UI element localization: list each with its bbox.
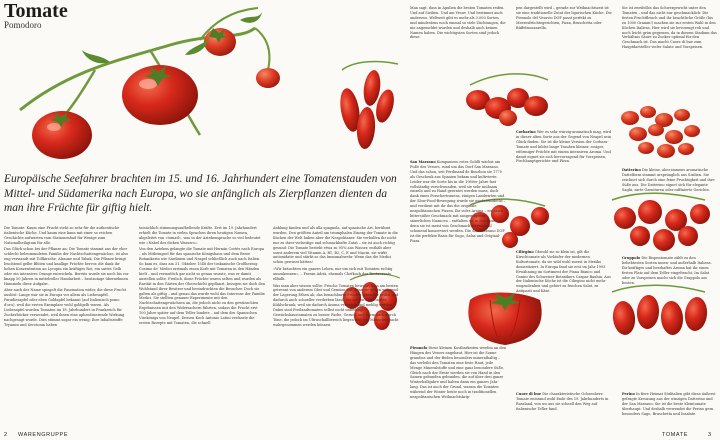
caption-grappolo <box>622 256 718 292</box>
caption-text: Kompaniero rotes Goldli wächst am Fuße des Vesuvs, rund um das Dorf San Marzano. Und das schon, seit Ferdinand de Bourbon sie 1770 als Geschenk aus Spanien bekam und kultivierte. Leider war die Sorte bis in die 1980er Jahre fast vollständig verschwunden, weil sie sehr mühsam einzeln und zu Hand geerntet werden muss, doch dank eines Forschertrauens, einigen Landwirten und der Slow-Food-Bewegung wurde sie wiederentdeckt – und verdient mit ihr das die originale neapolitanischen Pizzen. Ihr voles Aroma – ein stark bittersüßer Geschmack mit ausgewogener säuerlichen Nuancen – entfalten sie in der Dose, denn sie ist meist von Geschmack Warvorhaal schonend konserviert werden. Die San Marzano DOP ist die perfekte Basis für Sugo, Salsa und Original-Pizza. <box>410 160 506 243</box>
caption-corbarino <box>516 130 612 190</box>
caption-text: Diese kleinen Kostbarkeiten werden an den Hängen des Vesuvs angebaut. Hier ist die Sonne grandios und der Boden besonders mineralhaltig – das verleiht den Tomaten eine feste Haut, jede Menge Mineralstoffe und eine ganz besondere Süße. Gleich nach der Ernte werden sie von Hand in den Samen gebunden gebunden, die auf über drei ganze Winterhalbjahre und halten dann ein ganzes Jahr lang. Das ist auch der Grund, warum die Tomaten während der Winter heute noch in traditionellen neapolitanischen Weihnachtskrip- <box>410 346 506 400</box>
body-paragraph: Die Tomate: Kaum eine Frucht steht so sehr für die authentische italienische Küche. Und kaum eine kann mit einer so reichen Geschichte aufwarten vom Stationenbad für Wenige zum Nationalheiligtum für alle. <box>4 226 120 245</box>
intro-column <box>410 6 506 66</box>
body-paragraph: pen dargestellt wird – gerade zur Weihnachtszeit ist sie eine traditionelle Zutat der ligurischen Küche. Die Piennolo del Vesuvio DOP passt perfekt zu Meeresfrüchtegerichten, Pizza, Bruschetta oder Büffelmozzarella. <box>516 6 612 30</box>
caption-san-marzano <box>410 160 506 272</box>
caption-title: San Marzano <box>410 160 436 164</box>
footer-right-section-label: TOMATE <box>662 432 689 438</box>
body-column-3 <box>273 226 399 428</box>
body-paragraph: Man sagt, dass in Apulien die besten Tomaten reifen. Und auf Sizilien. Und am Vesuv. Und bestimmt auch anderswo. Weltweit gibt es mehr als 3.000 Sorten und mindestens noch einmal so viele Züchtungen, die nie angemeldet wurden und deshalb auch keinen Namen haben. Die wichtigsten Sorten sind jedoch diese: <box>410 6 506 40</box>
caption-text: In fiere Heimat Süditalien gibt diese äußerst gefragte Kreuzung aus der winzigen Datterino und der San Marzano: Sie ist die beste Kleintomate überhaupt. Und deshalb verwendet die Perino gern besonders Sugo, Bruschetta und Insalate. <box>622 392 716 416</box>
continuation-column <box>516 6 612 66</box>
corbarino-image <box>466 74 548 126</box>
page-title: Tomate <box>4 0 68 22</box>
body-column-1 <box>4 226 130 428</box>
caption-title: Gruppolo <box>622 256 641 260</box>
body-paragraph: tatsächlich stimmungsaufhellende Kräfte. Erst im 19. Jahrhundert erhielt die Tomate in vielen Sprachen ihren heutigen Namen, abgeleitet von »tomatl«, was in der Aztekensprache so viel bedeutet wie »Nabel des dicken Wassers«. <box>139 226 261 245</box>
lead-paragraph: Europäische Seefahrer brachten im 15. und 16. Jahrhundert eine Tomatenstauden von Mittel- und Südamerika nach Europa, wo sie anfänglich als Zierpflanzen dienten da man ihre Früchte für giftig hielt. <box>4 173 397 214</box>
caption-title: Cuore di bue <box>516 392 542 396</box>
san-marzano-image <box>337 62 398 150</box>
caption-title: Piennolo <box>410 346 428 350</box>
footer-left-section-label: WARENGRUPPE <box>18 432 69 438</box>
body-paragraph: Von den Azteken gelangte die Tomate mit Hernán Cortés nach Europa – als Mitbringsel für das spanische Königshaus und dem Beste Botanikerin wie Sardinien und Neapel schließlich auch nach Italien. So kam es, dass am 31. Oktober 1548 der toskanische Großherzog Cosimo de' Medici erstmals einen Korb mit Tomaten in den Händen hielt – und vermutlich gar nicht so genau wusste, was er damit anstellen sollte. Freilich, diese Früchte waren selten und wurden als Rarität in den Gärten der Oberschicht gepflanzt, bezogen sie doch den Wohlstand ihrer Besitzer und beeindruckten die Besucher. Doch sie galten als giftig – und genau das wurde wohl das Interesse der Familie Medici. Sie stellten genauer Experimente mit den Nachtschattengewächsen an, die jedoch nicht zu den gewünschten Ergebnissen mit den Widersachern führten, sodass die Frucht erst 100 Jahre später auf dem Teller landete – auf dem des Spanischen Vizekönigs von Neapel. Dessen Koch Antonio Latini verfasste die ersten Rezepte mit Tomaten, die schnell <box>139 247 265 326</box>
caption-title: Ciliegino <box>516 250 534 254</box>
caption-datterino <box>622 168 718 198</box>
body-paragraph: Anklang fanden und als alla spagnola, auf spanische Art, berühmt wurden. Den größten Anteil am triumphalen Einzug der Tomate in die Küchen der Welt haben aber die Neapolitaner. Sie verhalfen ihr nicht nur zu ihrer vielseitige und schmackhafte Zutat – sie ist auch richtig gesund: Die Tomate besteht etwa zu 95% aus Wasser, enthält aber sonst anderem viel Vitamin A, B1, B2, C, E und Niacin, sie wirkt antioxidativ und stärkt so das Immunabwehr. Wenn das die Medici schon gewusst hätten! <box>273 226 398 265</box>
caption-title: Corbarino <box>516 130 536 134</box>
caption-perino <box>622 392 718 428</box>
page-subtitle: Pomodoro <box>4 20 42 30</box>
caption-title: Perino <box>622 392 635 396</box>
caption-piennolo <box>410 346 506 428</box>
body-paragraph: »Wir bräuchten ein ganzes Leben, nur um sich mit Tomaten richtig auszukennen«, – Ferran Adrià, ehemals Chefkoch des Restaurants elBulli. <box>273 267 393 281</box>
body-paragraph: Aber auch der Name spiegelt die Faszination wider, die diese Frucht auslöst: Lange war sie in Europa vor allem als Liebesapfel, Paradiesapfel oder eben Goldapfel bekannt (auf Italienisch pomo d'oro), weil die ersten Exemplare wohl goldgelb waren. Als Liebesapfel wurden Tomaten im 18. Jahrhundert in Frankreich für Zuckerbäcker verwendet, weil ihnen eine aphrodisierende Wirkung nachgesagt wurde. Dies stimmt sogar ein wenig: Ihre Inhaltsstoffe Tryamin und Serotonin haben <box>4 288 127 327</box>
hero-tomato-vine-image <box>20 8 280 159</box>
footer-right-page-number: 3 <box>708 432 712 438</box>
caption-ciliegino <box>516 250 612 310</box>
caption-text: Die kleine, aber immens aromatische Dattelform stammt ursprünglich aus Sizilien. Sie zeichnet sich durch eine feine Fruchtigkeit und ihre Süße aus. Die Datterino eignet sich für elegante Saghi, zarte Garnituren oder raffinierte Gerichte. <box>622 168 715 192</box>
footer-left-page-number: 2 <box>4 432 8 438</box>
caption-title: Datterino <box>622 168 641 172</box>
datterino-image <box>621 106 700 158</box>
caption-text: Obwohl sie so klein ist, gilt die Kirschtomate als Vorläufer der modernen Kulturtomate, da sie wild wohl zuerst in Mexiko domestiziert. In Europa fand sie erst im Jahr 1993 Erwähnung im Sortiment der Pinna Bianco und Gonini des Schweizer Botanikers Caspar Bauhin. Aus der Italienische Küche ist die Ciliegino nicht mehr wegzudenken und gehört zu frischen Salat, zu Antipasti und Käse. <box>516 250 611 294</box>
body-paragraph: Sie ist zweifellos das Schwergewicht unter den Tomaten – und das nicht nur geschmacklich: Die festen Fruchtfleisch und ihr beachtliche Größe (bis zu 1000 Gramm!) machen sie zur ersten Wahl in den Küchen Italiens. Hier wird sie bevorzugt roh und noch leicht grün gegessen, da in diesem Stadium das Verhältnis Säure zu Zucker optimal für den Geschmack ist. Das macht Cuore di bue zum Hauptdarsteller vieler Salate und Vorspeisen. <box>622 6 717 50</box>
body-paragraph: Das Glück schon bei der Pflanze an: Die Tomate stammt aus der eher schlecht beleumundeten Familie der Nachtschattengewächse, ist also eng verwandt mit Tollkirsche, Alraune und Tabak. Die Pflanze bringt leuchtend gelbe Blüten und knallige Früchte hervor, die dank ihr hohen Konzentration an Lycopin ein kräftiges Rot, ein sattes Gelb oder ein intensives Orange entwickeln. Bereits wurde sie noch bis vor knapp 50 Jahren in mittelroller Handarbeit – heutzutage übernehmen Hummeln diese Aufgabe. <box>4 247 129 286</box>
caption-cuore-di-bue <box>516 392 612 428</box>
caption-text: Die charakteristische Ochsenherz-Tomate entstand wohl Ende des 19. Jahrhunderts in Russland, von wo aus sie schnell den Weg auf italienische Teller fand. <box>516 392 609 411</box>
grappolo-image <box>612 193 710 251</box>
body-paragraph: Was man aber wissen sollte: Frische Tomaten bewahrt man am besten getrennt von anderem Obst und Gemüse auf, denn sie geben während der Lagerung Ethen ab, das benachbarte Früchte schneller reifen und dadurch auch schneller verderben lässt. Sie sollten nicht in den Kühlschrank, weil sie dadurch Aroma verlieren und mehlig werden. Dabei sind Freilandtomaten selbst nicht unbedingt Gewächshaustomaten zu besser Farbe, Geruch und Form auch durch Töne, die jedoch im Ultraschallbereich liegen und von Menschen nicht wahrgenommen werden können. <box>273 283 399 327</box>
perino-image <box>611 285 708 336</box>
caption-text: Die Rispentomate zählt zu den beliebtesten Sorten innen- und außerhalb Italiens. Ihr kräftiges und herzhaftes Aroma hat ihr einen festen Platz auf dem Teller eingebracht. Im Salat oder zu Vorspeisen macht sich die Grappolo am besten. <box>622 256 712 285</box>
body-column-2 <box>139 226 265 428</box>
caption-text: Wer es sehr würzig-aromatisch mag, wird in dieser alten Sorte aus der Gegend von Neapel sein Glück finden. Sie ist die kleine Version der Corbara-Tomate und bildet lange Trauben kleiner, rosiger, eiförmiger Früchte mit einem intensiven Aroma. Und damit eignet sie sich hervorragend für Vorspeisen, Fischhauptgerichte und Pizza. <box>516 130 612 164</box>
cuore-di-bue-column <box>622 6 718 94</box>
